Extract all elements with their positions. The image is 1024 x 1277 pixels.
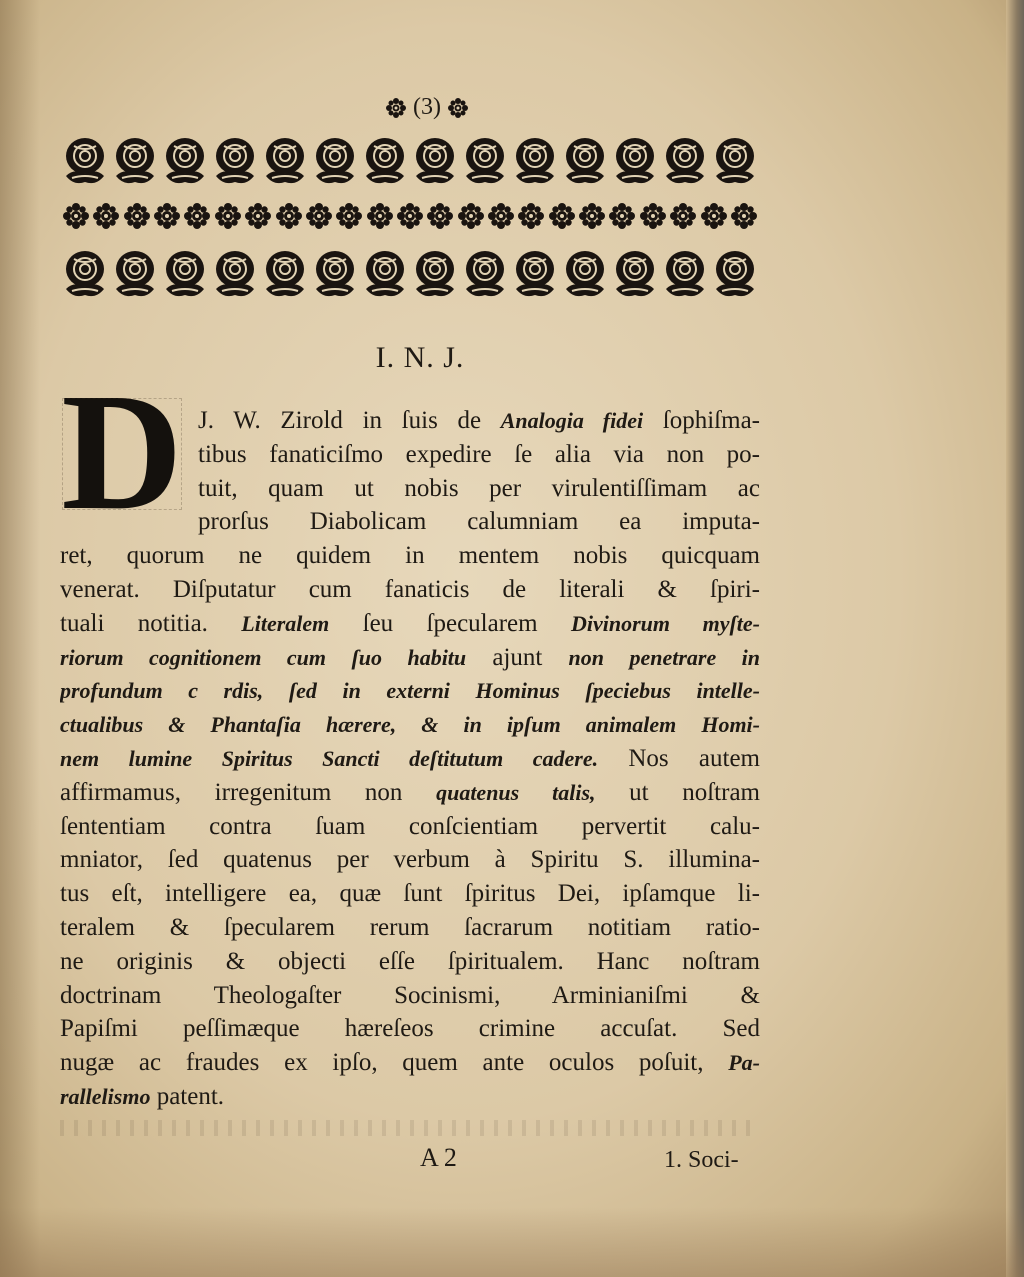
text-line: [60, 674, 760, 708]
text-run: non penetrare in: [568, 644, 760, 670]
flower-rosette-large-icon: [612, 132, 658, 192]
text-run: profundum c rdis, ſed in externi Hominus ſpeciebus intelle-: [60, 678, 760, 704]
text-run: nem lumine Spiritus Sancti deſtitutum cadere.: [60, 745, 599, 771]
text-line: [60, 979, 760, 1013]
ornament-band-bottom: [62, 245, 758, 305]
signature-mark: A 2: [420, 1143, 457, 1172]
flower-rosette-large-icon: [562, 245, 608, 305]
flower-rosette-small-icon: [396, 202, 424, 236]
flower-rosette-small-icon: [153, 202, 181, 236]
text-line: [60, 708, 760, 742]
drop-cap-initial: D: [58, 388, 186, 516]
text-run: venerat. Diſputatur cum fanaticis de literali & ſpiri-: [60, 575, 760, 603]
text-line: [60, 776, 760, 810]
text-run: Analogia fidei: [500, 408, 644, 433]
text-run: Divinorum myſte-: [570, 610, 760, 636]
text-run: ut noſtram: [595, 778, 760, 806]
text-run: ſophiſma-: [643, 407, 760, 434]
flower-rosette-small-icon: [244, 202, 272, 236]
flower-rosette-small-icon: [457, 202, 485, 236]
text-line: [60, 1012, 760, 1046]
text-run: Literalem: [241, 610, 330, 636]
text-line: [60, 945, 760, 979]
text-run: ctualibus & Phantaſia hærere, & in ipſum animalem Homi-: [60, 712, 760, 738]
flower-rosette-small-icon: [92, 202, 120, 236]
flower-rosette-small-icon: [639, 202, 667, 236]
flower-rosette-small-icon: [335, 202, 363, 236]
flower-rosette-small-icon: [487, 202, 515, 236]
paper-right-edge: [1006, 0, 1024, 1277]
paper-gutter-shadow: [0, 0, 40, 1277]
text-run: tuali notitia.: [60, 609, 242, 637]
text-run: Papiſmi peſſimæque hæreſeos crimine accuſat. Sed: [60, 1015, 760, 1043]
flower-icon: [447, 97, 469, 119]
flower-rosette-large-icon: [312, 245, 358, 305]
flower-rosette-large-icon: [362, 245, 408, 305]
flower-rosette-large-icon: [712, 245, 758, 305]
flower-rosette-large-icon: [162, 132, 208, 192]
flower-rosette-small-icon: [426, 202, 454, 236]
text-run: quatenus talis,: [436, 779, 596, 805]
flower-rosette-large-icon: [662, 132, 708, 192]
ornament-band-middle: [62, 202, 758, 236]
text-run: tus eſt, intelligere ea, quæ ſunt ſpiritus Dei, ipſamque li-: [60, 880, 760, 908]
paper-bottom-shadow: [0, 1207, 1024, 1277]
text-run: patent.: [150, 1082, 225, 1110]
text-run: teralem & ſpecularem rerum ſacrarum notitiam ratio-: [60, 913, 760, 941]
flower-rosette-small-icon: [578, 202, 606, 236]
flower-rosette-small-icon: [275, 202, 303, 236]
text-line: [60, 843, 760, 877]
flower-rosette-large-icon: [312, 132, 358, 192]
text-line: [60, 607, 760, 641]
flower-rosette-large-icon: [462, 245, 508, 305]
flower-rosette-large-icon: [712, 132, 758, 192]
page-heading: I. N. J.: [375, 341, 465, 374]
page-number-text: (3): [413, 94, 441, 120]
flower-rosette-large-icon: [462, 132, 508, 192]
flower-rosette-large-icon: [412, 132, 458, 192]
text-run: tuit, quam ut nobis per virulentiſſimam ac: [198, 474, 760, 502]
body-text: [60, 404, 760, 1114]
text-run: rallelismo: [60, 1083, 151, 1109]
text-line: [60, 505, 760, 539]
flower-rosette-small-icon: [730, 202, 758, 236]
flower-rosette-large-icon: [212, 132, 258, 192]
text-run: tibus fanaticiſmo expedire ſe alia via non po-: [198, 440, 760, 468]
flower-rosette-large-icon: [62, 132, 108, 192]
text-run: nugæ ac fraudes ex ipſo, quem ante oculos poſuit,: [60, 1049, 729, 1077]
text-line: [60, 641, 760, 675]
ornament-band-top: [62, 132, 758, 192]
text-run: affirmamus, irregenitum non: [60, 778, 437, 806]
text-line: [60, 911, 760, 945]
flower-rosette-small-icon: [700, 202, 728, 236]
flower-icon: [385, 97, 407, 119]
flower-rosette-small-icon: [608, 202, 636, 236]
text-line: [60, 1046, 760, 1080]
text-run: Nos autem: [598, 744, 760, 772]
flower-rosette-large-icon: [662, 245, 708, 305]
flower-rosette-large-icon: [362, 132, 408, 192]
page-number: [372, 92, 482, 122]
flower-rosette-large-icon: [262, 245, 308, 305]
text-line: [60, 742, 760, 776]
flower-rosette-small-icon: [305, 202, 333, 236]
text-line: [60, 539, 760, 573]
text-line: [60, 472, 760, 506]
flower-rosette-large-icon: [562, 132, 608, 192]
text-run: riorum cognitionem cum ſuo habitu: [60, 644, 467, 670]
flower-rosette-large-icon: [512, 132, 558, 192]
flower-rosette-small-icon: [183, 202, 211, 236]
flower-rosette-small-icon: [62, 202, 90, 236]
flower-rosette-large-icon: [612, 245, 658, 305]
text-line: [60, 877, 760, 911]
text-run: ſeu ſpecularem: [329, 609, 571, 637]
flower-rosette-large-icon: [412, 245, 458, 305]
flower-rosette-large-icon: [212, 245, 258, 305]
flower-rosette-large-icon: [62, 245, 108, 305]
flower-rosette-small-icon: [366, 202, 394, 236]
flower-rosette-large-icon: [112, 245, 158, 305]
text-run: ajunt: [466, 643, 569, 671]
catchword: 1. Soci-: [664, 1147, 739, 1173]
text-run: ne originis & objecti eſſe ſpiritualem. Hanc noſtram: [60, 947, 760, 975]
text-line: [60, 573, 760, 607]
text-run: J. W. Zirold in ſuis de: [198, 407, 501, 434]
flower-rosette-small-icon: [214, 202, 242, 236]
text-run: prorſus Diabolicam calumniam ea imputa-: [198, 508, 760, 536]
flower-rosette-large-icon: [512, 245, 558, 305]
flower-rosette-large-icon: [112, 132, 158, 192]
flower-rosette-small-icon: [548, 202, 576, 236]
text-run: ret, quorum ne quidem in mentem nobis quicquam: [60, 542, 760, 570]
text-line: [60, 404, 760, 438]
flower-rosette-small-icon: [123, 202, 151, 236]
flower-rosette-small-icon: [669, 202, 697, 236]
text-run: mniator, ſed quatenus per verbum à Spiritu S. illumina-: [60, 846, 760, 874]
show-through-text: [60, 1120, 750, 1136]
flower-rosette-small-icon: [517, 202, 545, 236]
text-line: [60, 810, 760, 844]
text-line: [60, 1080, 760, 1114]
flower-rosette-large-icon: [162, 245, 208, 305]
text-line: [60, 438, 760, 472]
text-run: doctrinam Theologaſter Socinismi, Arminianiſmi &: [60, 981, 760, 1009]
flower-rosette-large-icon: [262, 132, 308, 192]
text-run: Pa-: [728, 1050, 760, 1076]
text-run: ſententiam contra ſuam conſcientiam pervertit calu-: [60, 812, 760, 840]
